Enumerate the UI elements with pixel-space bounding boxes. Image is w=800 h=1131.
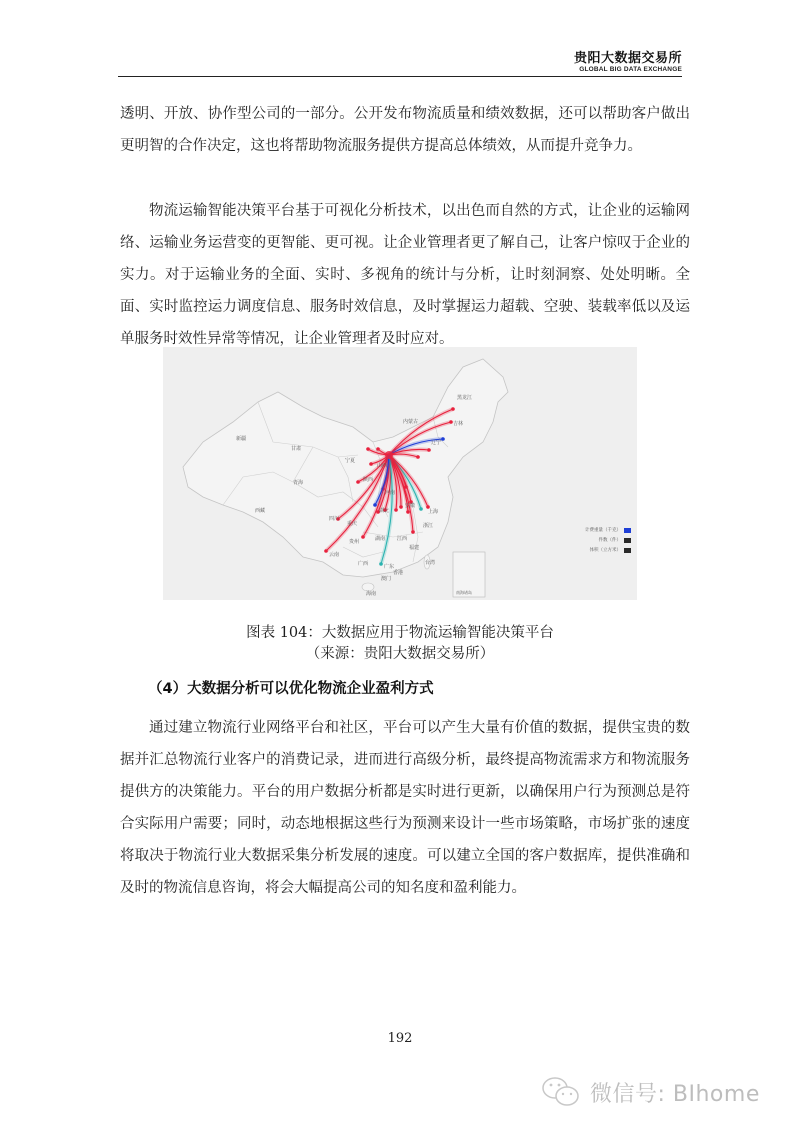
- legend-label: 计费重量（千克）: [585, 528, 621, 533]
- header-divider: [118, 76, 682, 77]
- label-hubei: 湖北: [379, 508, 390, 514]
- brand-name-en: GLOBAL BIG DATA EXCHANGE: [579, 66, 682, 73]
- map-outline: [183, 359, 508, 577]
- label-fujian: 福建: [409, 545, 420, 551]
- flow-endpoint: [356, 480, 360, 484]
- watermark-text: 微信号: BIhome: [590, 1081, 760, 1107]
- paragraph-1: 透明、开放、协作型公司的一部分。公开发布物流质量和绩效数据，还可以帮助客户做出更明智的合作决定，这也将帮助物流服务提供方提高总体绩效，从而提升竞争力。: [120, 106, 690, 154]
- logistics-flow-map: [163, 347, 637, 600]
- legend-label: 体积（立方米）: [589, 548, 621, 553]
- label-ningxia: 宁夏: [345, 458, 356, 464]
- label-guangdong: 广东: [384, 564, 395, 570]
- flow-endpoint: [379, 562, 383, 566]
- figure-caption: 图表 104：大数据应用于物流运输智能决策平台: [246, 625, 554, 641]
- label-yunnan: 云南: [329, 552, 340, 558]
- label-xianggang: 香港: [393, 570, 404, 576]
- wechat-icon: [540, 1075, 582, 1109]
- flow-endpoint: [366, 447, 370, 451]
- flow-endpoint: [451, 407, 455, 411]
- flow-endpoint: [361, 535, 365, 539]
- legend-item-weight: [585, 525, 631, 535]
- flow-hub: [385, 451, 393, 459]
- label-shanghai: 上海: [428, 509, 439, 515]
- legend-swatch: [624, 548, 631, 553]
- flow-endpoint: [419, 507, 423, 511]
- label-shanxi: 山西: [377, 463, 388, 469]
- label-qinghai: 青海: [293, 480, 304, 486]
- flow-endpoint: [399, 505, 403, 509]
- flow-endpoint: [394, 508, 398, 512]
- flow-endpoint: [376, 447, 380, 451]
- label-neimenggu: 内蒙古: [403, 419, 419, 425]
- map-legend: [585, 525, 631, 555]
- label-gansu: 甘肃: [291, 446, 302, 452]
- flow-endpoint: [404, 485, 408, 489]
- flow-endpoint: [427, 448, 431, 452]
- section-heading: （4）大数据分析可以优化物流企业盈利方式: [148, 681, 434, 697]
- legend-swatch: [624, 528, 631, 533]
- label-shaanxi: 陕西: [363, 477, 374, 483]
- flow-endpoint: [324, 549, 328, 553]
- label-chongqing: 重庆: [347, 521, 358, 527]
- legend-label: 件数（件）: [598, 538, 621, 543]
- wechat-watermark: [540, 1075, 760, 1109]
- label-hunan: 湖南: [375, 536, 386, 542]
- label-zhejiang: 浙江: [423, 523, 434, 529]
- label-hainan: 海南: [366, 591, 377, 597]
- label-taiwan: 台湾: [425, 560, 436, 566]
- flow-endpoint: [411, 530, 415, 534]
- label-jilin: 吉林: [453, 421, 464, 427]
- flow-endpoint: [416, 455, 420, 459]
- flow-endpoint: [369, 462, 373, 466]
- label-henan: 河南: [385, 490, 396, 496]
- label-nanhai: 南海诸岛: [456, 590, 472, 595]
- flow-endpoint: [373, 503, 377, 507]
- label-heilongjiang: 黑龙江: [457, 395, 473, 401]
- label-xinjiang: 新疆: [236, 436, 247, 442]
- label-xizang: 西藏: [255, 508, 266, 514]
- flow-endpoint: [441, 437, 445, 441]
- label-aomen: 澳门: [381, 576, 392, 582]
- paragraph-2: 物流运输智能决策平台基于可视化分析技术，以出色而自然的方式，让企业的运输网络、运输业务运营变的更智能、更可视。让企业管理者更了解自己，让客户惊叹于企业的实力。对于运输业务的全面、实时、多视角的统计与分析，让时刻洞察、处处明晰。全面、实时监控运力调度信息、服务时效信息，及时掌握运力超载、空驶、装载率低以及运单服务时效性异常等情况，让企业管理者及时应对。: [120, 203, 690, 347]
- legend-item-count: [585, 535, 631, 545]
- label-guizhou: 贵州: [349, 539, 360, 545]
- page-number: 192: [387, 1031, 413, 1046]
- label-guangxi: 广西: [358, 561, 369, 567]
- paragraph-3: 通过建立物流行业网络平台和社区，平台可以产生大量有价值的数据，提供宝贵的数据并汇总物流行业客户的消费记录，进而进行高级分析，最终提高物流需求方和物流服务提供方的决策能力。平台的用户数据分析都是实时进行更新，以确保用户行为预测总是符合实际用户需要；同时，动态地根据这些行为预测来设计一些市场策略，市场扩张的速度将取决于物流行业大数据采集分析发展的速度。可以建立全国的客户数据库，提供准确和及时的物流信息咨询，将会大幅提高公司的知名度和盈利能力。: [120, 720, 690, 896]
- legend-item-volume: [585, 545, 631, 555]
- header-brand: [574, 52, 682, 74]
- label-sichuan: 四川: [329, 516, 340, 522]
- label-anhui: 安徽: [405, 503, 416, 509]
- brand-name-cn: 贵阳大数据交易所: [573, 51, 682, 66]
- label-jiangxi: 江西: [397, 536, 408, 542]
- china-map: [163, 347, 637, 600]
- label-liaoning: 辽宁: [431, 440, 442, 446]
- legend-swatch: [624, 538, 631, 543]
- figure-source: （来源：贵阳大数据交易所）: [305, 646, 495, 662]
